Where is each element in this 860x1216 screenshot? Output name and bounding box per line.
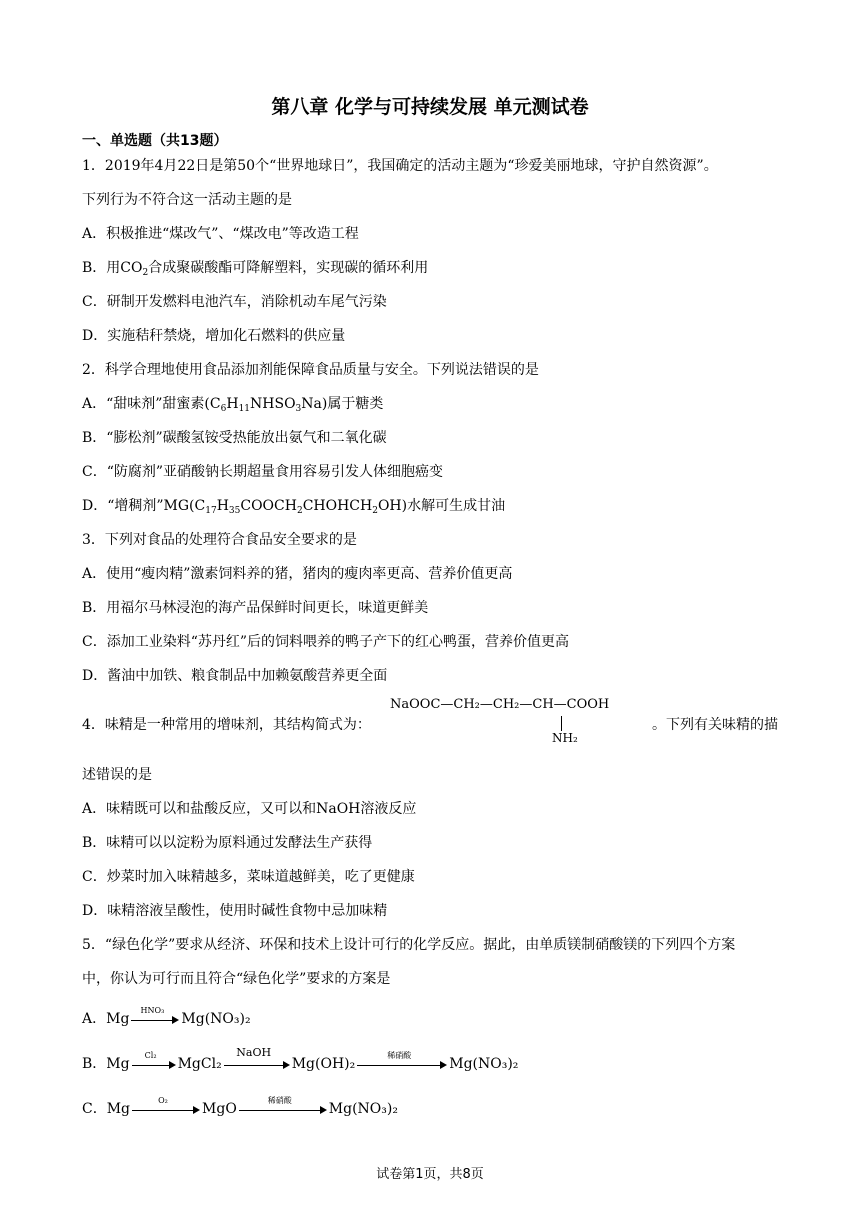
structure-bond [561,716,562,731]
q4-stem-post: 。下列有关味精的描 [652,717,778,733]
q3-option-d: D．酱油中加铁、粮食制品中加赖氨酸营养更全面 [82,668,388,684]
q5-option-a: A．Mg HNO₃ Mg(NO₃)₂ [82,1006,251,1027]
q2-option-b: B．“膨松剂”碳酸氢铵受热能放出氨气和二氧化碳 [82,430,387,446]
q2-option-a: A．“甜味剂”甜蜜素$(C_6H_{11}NHSO_3Na)$属于糖类 [82,396,384,414]
q1-stem-line2: 下列行为不符合这一活动主题的是 [82,192,292,208]
page-title: 第八章 化学与可持续发展 单元测试卷 [271,96,589,118]
q5-stem-line1: 5．“绿色化学”要求从经济、环保和技术上设计可行的化学反应。据此，由单质镁制硝酸镁的下列四个方案 [82,937,736,953]
q3-option-c: C．添加工业染料“苏丹红”后的饲料喂养的鸭子产下的红心鸭蛋，营养价值更高 [82,634,570,650]
q2-stem: 2．科学合理地使用食品添加剂能保障食品质量与安全。下列说法错误的是 [82,362,539,378]
section-heading: 一、单选题（共13题） [82,133,228,149]
q1-option-a: A．积极推进“煤改气”、“煤改电”等改造工程 [82,226,359,242]
q2-option-d: D．“增稠剂$”MG(C_{17}H_{35}COOCH_2CHOHCH_2OH)$水解可生成甘油 [82,498,506,516]
q4-option-c: C．炒菜时加入味精越多，菜味道越鲜美，吃了更健康 [82,869,415,885]
reaction-arrow: HNO₃ [131,1012,179,1026]
reaction-arrow: NaOH [224,1057,290,1071]
q3-option-a: A．使用“瘦肉精”激素饲料养的猪，猪肉的瘦肉率更高、营养价值更高 [82,566,513,582]
q5-stem-line2: 中，你认为可行而且符合“绿色化学”要求的方案是 [82,971,391,987]
q1-option-d: D．实施秸秆禁烧，增加化石燃料的供应量 [82,328,346,344]
q1-option-b: B．用$CO_2$合成聚碳酸酯可降解塑料，实现碳的循环利用 [82,260,429,278]
q3-stem: 3．下列对食品的处理符合食品安全要求的是 [82,532,357,548]
q5-option-b: B．Mg Cl₂ MgCl₂ NaOH Mg(OH)₂ 稀硝酸 Mg(NO₃)₂ [82,1046,519,1072]
q5-option-c: C．Mg O₂ MgO 稀硝酸 Mg(NO₃)₂ [82,1096,398,1117]
q4-option-d: D．味精溶液呈酸性，使用时碱性食物中忌加味精 [82,903,388,919]
q4-stem-pre: 4．味精是一种常用的增味剂，其结构简式为： [82,717,371,733]
q2-option-c: C．“防腐剂”亚硝酸钠长期超量食用容易引发人体细胞癌变 [82,464,444,480]
q1-option-c: C．研制开发燃料电池汽车，消除机动车尾气污染 [82,294,387,310]
q4-option-b: B．味精可以以淀粉为原料通过发酵法生产获得 [82,835,373,851]
q4-stem-line2: 述错误的是 [82,767,152,783]
reaction-arrow: 稀硝酸 [239,1102,327,1116]
page-footer: 试卷第1页，共8页 [376,1167,484,1182]
q3-option-b: B．用福尔马林浸泡的海产品保鲜时间更长，味道更鲜美 [82,600,429,616]
msg-structure-formula [390,697,650,749]
reaction-arrow: 稀硝酸 [357,1057,447,1071]
structure-nh2: NH₂ [552,731,578,745]
structure-main-chain: NaOOC—CH₂—CH₂—CH—COOH [390,697,610,712]
q1-stem-line1: 1．2019年4月22日是第50个“世界地球日”，我国确定的活动主题为“珍爱美丽地球，守护自然资源”。 [82,158,718,174]
reaction-arrow: Cl₂ [132,1057,176,1071]
q4-option-a: A．味精既可以和盐酸反应，又可以和NaOH溶液反应 [82,801,417,817]
reaction-arrow: O₂ [132,1102,200,1116]
